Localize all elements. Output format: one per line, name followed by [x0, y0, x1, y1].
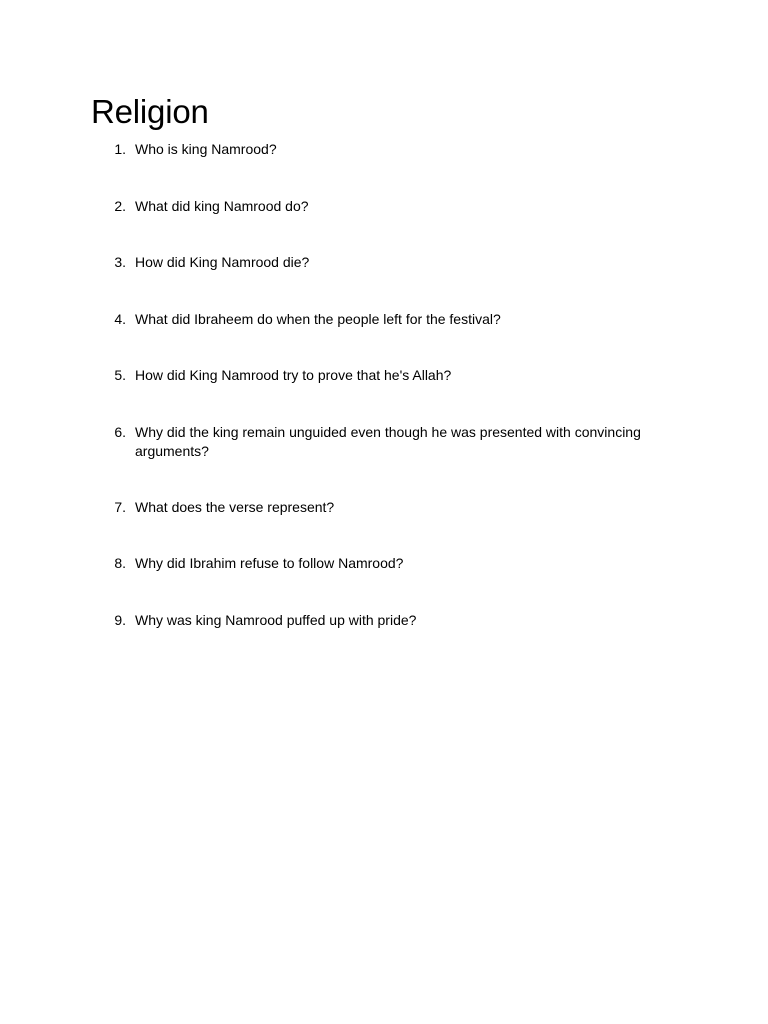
- question-number: 9.: [114, 612, 126, 628]
- question-text: How did King Namrood die?: [135, 254, 310, 270]
- question-number: 1.: [114, 141, 126, 157]
- question-text: What did king Namrood do?: [135, 198, 309, 214]
- question-number: 2.: [114, 198, 126, 214]
- question-number: 3.: [114, 254, 126, 270]
- question-number: 5.: [114, 367, 126, 383]
- page-title: Religion: [91, 93, 209, 130]
- question-text: Why did the king remain unguided even though he was presented with convincing arguments?: [135, 424, 641, 459]
- question-number: 4.: [114, 311, 126, 327]
- question-text: How did King Namrood try to prove that he's Allah?: [135, 367, 452, 383]
- question-text: Why was king Namrood puffed up with pride?: [135, 612, 417, 628]
- question-number: 8.: [114, 555, 126, 571]
- question-text: Who is king Namrood?: [135, 141, 277, 157]
- question-text: What does the verse represent?: [135, 499, 335, 515]
- question-number: 7.: [114, 499, 126, 515]
- question-text: Why did Ibrahim refuse to follow Namrood?: [135, 555, 404, 571]
- question-number: 6.: [114, 424, 126, 440]
- question-text: What did Ibraheem do when the people left for the festival?: [135, 311, 501, 327]
